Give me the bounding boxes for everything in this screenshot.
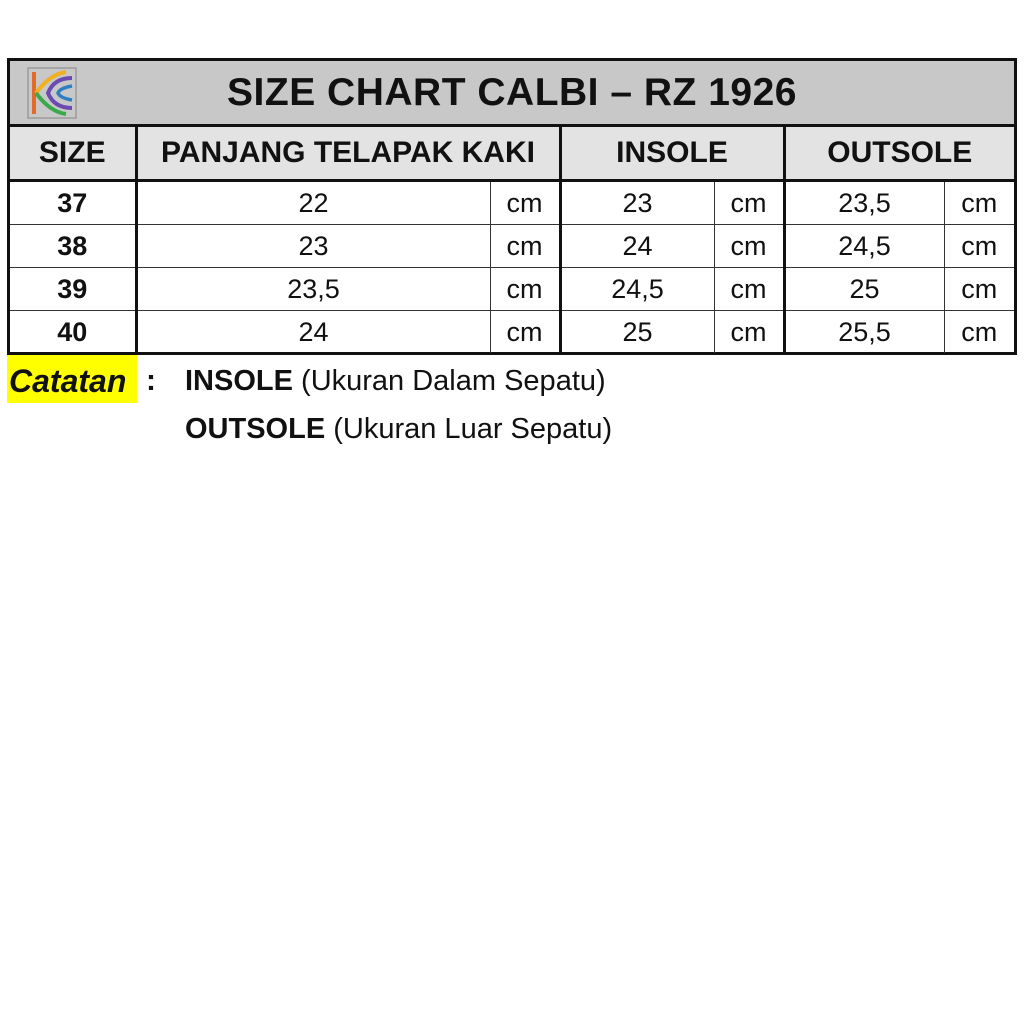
foot-length-value: 24 <box>136 311 490 354</box>
outsole-value: 24,5 <box>784 225 944 268</box>
table-row <box>10 181 1014 225</box>
unit-label: cm <box>714 181 784 225</box>
header-outsole: OUTSOLE <box>784 127 1014 181</box>
size-cell: 40 <box>10 311 136 354</box>
size-cell: 39 <box>10 268 136 311</box>
unit-label: cm <box>944 225 1014 268</box>
outsole-value: 23,5 <box>784 181 944 225</box>
foot-length-value: 22 <box>136 181 490 225</box>
outsole-value: 25 <box>784 268 944 311</box>
unit-label: cm <box>714 311 784 354</box>
size-table <box>10 127 1014 353</box>
notes-label: Catatan <box>7 355 137 403</box>
table-row <box>10 225 1014 268</box>
note-outsole <box>185 403 612 451</box>
foot-length-value: 23,5 <box>136 268 490 311</box>
table-header-row <box>10 127 1014 181</box>
insole-value: 24,5 <box>560 268 714 311</box>
size-cell: 37 <box>10 181 136 225</box>
unit-label: cm <box>944 181 1014 225</box>
unit-label: cm <box>490 225 560 268</box>
table-row <box>10 268 1014 311</box>
insole-value: 25 <box>560 311 714 354</box>
note-insole <box>185 355 606 403</box>
outsole-value: 25,5 <box>784 311 944 354</box>
insole-value: 24 <box>560 225 714 268</box>
note-description: (Ukuran Dalam Sepatu) <box>301 365 606 397</box>
notes-section <box>0 355 1024 455</box>
header-insole: INSOLE <box>560 127 784 181</box>
foot-length-value: 23 <box>136 225 490 268</box>
unit-label: cm <box>944 268 1014 311</box>
header-foot-length: PANJANG TELAPAK KAKI <box>136 127 560 181</box>
note-term: INSOLE <box>185 365 293 397</box>
size-chart-table-frame <box>7 58 1017 355</box>
unit-label: cm <box>714 225 784 268</box>
unit-label: cm <box>490 311 560 354</box>
unit-label: cm <box>714 268 784 311</box>
title-bar <box>10 61 1014 127</box>
header-size: SIZE <box>10 127 136 181</box>
notes-colon: : <box>146 364 156 397</box>
unit-label: cm <box>961 316 998 347</box>
note-term: OUTSOLE <box>185 413 326 445</box>
unit-label: cm <box>490 181 560 225</box>
insole-value: 23 <box>560 181 714 225</box>
note-description: (Ukuran Luar Sepatu) <box>333 413 613 445</box>
chart-title: SIZE CHART CALBI – RZ 1926 <box>227 71 797 114</box>
table-row <box>10 311 1014 354</box>
size-cell: 38 <box>10 225 136 268</box>
unit-label: cm <box>490 268 560 311</box>
